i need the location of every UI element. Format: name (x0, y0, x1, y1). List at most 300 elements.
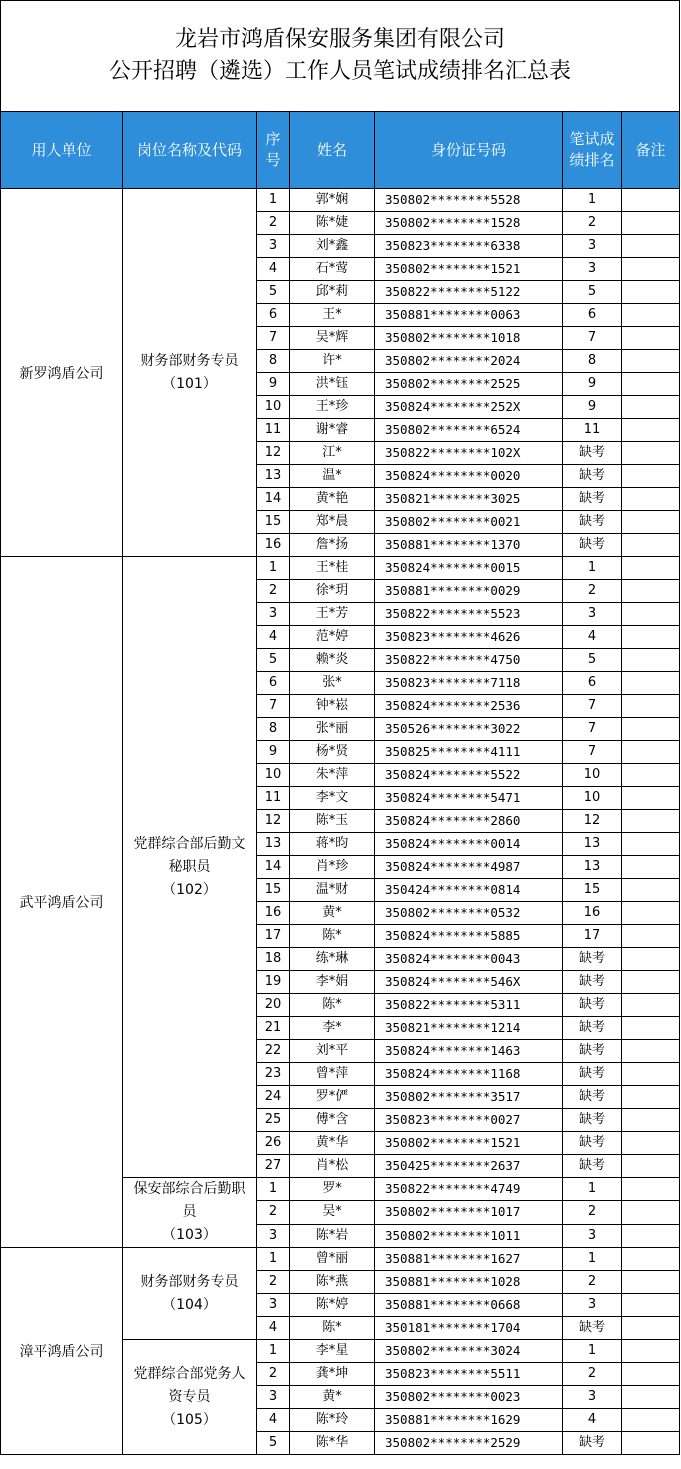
post-title: 党群综合部党务人资专员 (133, 1365, 246, 1405)
seq-cell: 6 (257, 304, 290, 327)
seq-cell: 14 (257, 856, 290, 879)
seq-cell: 18 (257, 948, 290, 971)
seq-cell: 21 (257, 1017, 290, 1040)
rank-cell: 1 (563, 189, 622, 212)
seq-cell: 7 (257, 327, 290, 350)
id-cell: 350181********1704 (375, 1317, 563, 1340)
remark-cell (622, 1409, 680, 1432)
seq-cell: 16 (257, 902, 290, 925)
id-cell: 350824********546X (375, 971, 563, 994)
id-cell: 350802********3517 (375, 1086, 563, 1109)
seq-cell: 2 (257, 580, 290, 603)
id-cell: 350824********2536 (375, 695, 563, 718)
id-cell: 350802********1017 (375, 1201, 563, 1224)
seq-cell: 14 (257, 488, 290, 511)
name-cell: 张*丽 (290, 718, 375, 741)
remark-cell (622, 281, 680, 304)
remark-cell (622, 1155, 680, 1178)
rank-cell: 3 (563, 1294, 622, 1317)
name-cell: 王* (290, 304, 375, 327)
rank-cell: 1 (563, 1178, 622, 1201)
post-code: （101） (162, 375, 217, 392)
rank-cell: 2 (563, 1201, 622, 1224)
post-cell (123, 1178, 257, 1248)
name-cell: 詹*扬 (290, 534, 375, 557)
rank-cell: 10 (563, 764, 622, 787)
remark-cell (622, 1132, 680, 1155)
name-cell: 陈*华 (290, 1432, 375, 1455)
id-cell: 350824********1463 (375, 1040, 563, 1063)
seq-cell: 9 (257, 373, 290, 396)
rank-cell: 8 (563, 350, 622, 373)
seq-cell: 3 (257, 1224, 290, 1247)
rank-cell: 缺考 (563, 534, 622, 557)
name-cell: 陈*玲 (290, 1409, 375, 1432)
name-cell: 罗* (290, 1178, 375, 1201)
seq-cell: 15 (257, 879, 290, 902)
remark-cell (622, 419, 680, 442)
remark-cell (622, 1317, 680, 1340)
rank-cell: 11 (563, 419, 622, 442)
rank-cell: 5 (563, 649, 622, 672)
id-cell: 350824********5522 (375, 764, 563, 787)
name-cell: 徐*玥 (290, 580, 375, 603)
seq-cell: 5 (257, 649, 290, 672)
name-cell: 练*琳 (290, 948, 375, 971)
seq-cell: 1 (257, 1178, 290, 1201)
seq-cell: 13 (257, 833, 290, 856)
id-cell: 350425********2637 (375, 1155, 563, 1178)
id-cell: 350802********2024 (375, 350, 563, 373)
remark-cell (622, 1271, 680, 1294)
seq-cell: 3 (257, 1386, 290, 1409)
name-cell: 陈*燕 (290, 1271, 375, 1294)
id-cell: 350802********2529 (375, 1432, 563, 1455)
name-cell: 李* (290, 1017, 375, 1040)
name-cell: 赖*炎 (290, 649, 375, 672)
rank-cell: 2 (563, 1363, 622, 1386)
remark-cell (622, 879, 680, 902)
table-row (1, 1248, 680, 1271)
name-cell: 黄*艳 (290, 488, 375, 511)
name-cell: 石*莺 (290, 258, 375, 281)
id-cell: 350824********0014 (375, 833, 563, 856)
seq-cell: 17 (257, 925, 290, 948)
rank-cell: 1 (563, 1340, 622, 1363)
rank-cell: 缺考 (563, 1432, 622, 1455)
remark-cell (622, 235, 680, 258)
rank-cell: 7 (563, 695, 622, 718)
name-cell: 朱*萍 (290, 764, 375, 787)
id-cell: 350822********5311 (375, 994, 563, 1017)
seq-cell: 8 (257, 718, 290, 741)
rank-cell: 3 (563, 258, 622, 281)
rank-cell: 7 (563, 718, 622, 741)
seq-cell: 13 (257, 465, 290, 488)
seq-cell: 12 (257, 442, 290, 465)
name-cell: 龚*坤 (290, 1363, 375, 1386)
name-cell: 张* (290, 672, 375, 695)
post-cell (123, 1340, 257, 1455)
rank-cell: 5 (563, 281, 622, 304)
table-row (1, 557, 680, 580)
rank-cell: 2 (563, 1271, 622, 1294)
rank-cell: 13 (563, 856, 622, 879)
remark-cell (622, 327, 680, 350)
id-cell: 350802********5528 (375, 189, 563, 212)
post-title: 财务部财务专员 (140, 1273, 239, 1290)
rank-cell: 13 (563, 833, 622, 856)
rank-cell: 缺考 (563, 1040, 622, 1063)
rank-cell: 缺考 (563, 1086, 622, 1109)
remark-cell (622, 718, 680, 741)
id-cell: 350881********0029 (375, 580, 563, 603)
id-cell: 350823********4626 (375, 626, 563, 649)
name-cell: 杨*贤 (290, 741, 375, 764)
remark-cell (622, 948, 680, 971)
remark-cell (622, 994, 680, 1017)
name-cell: 陈*婷 (290, 1294, 375, 1317)
rank-cell: 缺考 (563, 1063, 622, 1086)
seq-cell: 2 (257, 1271, 290, 1294)
remark-cell (622, 764, 680, 787)
id-cell: 350424********0814 (375, 879, 563, 902)
id-cell: 350822********5122 (375, 281, 563, 304)
seq-cell: 2 (257, 1363, 290, 1386)
name-cell: 李*娟 (290, 971, 375, 994)
remark-cell (622, 557, 680, 580)
seq-cell: 3 (257, 235, 290, 258)
seq-cell: 20 (257, 994, 290, 1017)
seq-cell: 1 (257, 557, 290, 580)
rank-cell: 9 (563, 396, 622, 419)
name-cell: 温* (290, 465, 375, 488)
post-title: 财务部财务专员 (140, 352, 239, 369)
id-cell: 350526********3022 (375, 718, 563, 741)
seq-cell: 25 (257, 1109, 290, 1132)
name-cell: 钟*崧 (290, 695, 375, 718)
name-cell: 刘*鑫 (290, 235, 375, 258)
rank-cell: 3 (563, 1224, 622, 1247)
remark-cell (622, 1017, 680, 1040)
header-name: 姓名 (290, 112, 375, 189)
id-cell: 350802********6524 (375, 419, 563, 442)
name-cell: 蒋*昀 (290, 833, 375, 856)
name-cell: 王*珍 (290, 396, 375, 419)
header-id: 身份证号码 (375, 112, 563, 189)
name-cell: 曾*萍 (290, 1063, 375, 1086)
seq-cell: 1 (257, 1248, 290, 1271)
name-cell: 许* (290, 350, 375, 373)
id-cell: 350881********0668 (375, 1294, 563, 1317)
remark-cell (622, 902, 680, 925)
header-unit: 用人单位 (1, 112, 123, 189)
name-cell: 李*星 (290, 1340, 375, 1363)
rank-cell: 6 (563, 672, 622, 695)
seq-cell: 11 (257, 419, 290, 442)
remark-cell (622, 1248, 680, 1271)
remark-cell (622, 856, 680, 879)
id-cell: 350802********0532 (375, 902, 563, 925)
header-seq: 序号 (257, 112, 290, 189)
seq-cell: 7 (257, 695, 290, 718)
name-cell: 吴* (290, 1201, 375, 1224)
id-cell: 350823********0027 (375, 1109, 563, 1132)
seq-cell: 4 (257, 1317, 290, 1340)
rank-cell: 缺考 (563, 1017, 622, 1040)
remark-cell (622, 925, 680, 948)
id-cell: 350824********5885 (375, 925, 563, 948)
id-cell: 350822********102X (375, 442, 563, 465)
name-cell: 黄*华 (290, 1132, 375, 1155)
name-cell: 傅*含 (290, 1109, 375, 1132)
header-post: 岗位名称及代码 (123, 112, 257, 189)
post-title: 党群综合部后勤文秘职员 (133, 835, 246, 875)
rank-cell: 4 (563, 1409, 622, 1432)
rank-cell: 1 (563, 1248, 622, 1271)
name-cell: 郑*晨 (290, 511, 375, 534)
remark-cell (622, 1086, 680, 1109)
post-cell (123, 557, 257, 1178)
remark-cell (622, 189, 680, 212)
rank-cell: 3 (563, 235, 622, 258)
name-cell: 陈* (290, 994, 375, 1017)
seq-cell: 1 (257, 189, 290, 212)
rank-cell: 6 (563, 304, 622, 327)
seq-cell: 1 (257, 1340, 290, 1363)
seq-cell: 15 (257, 511, 290, 534)
id-cell: 350881********1370 (375, 534, 563, 557)
name-cell: 江* (290, 442, 375, 465)
seq-cell: 23 (257, 1063, 290, 1086)
remark-cell (622, 1386, 680, 1409)
id-cell: 350881********1028 (375, 1271, 563, 1294)
seq-cell: 8 (257, 350, 290, 373)
remark-cell (622, 833, 680, 856)
remark-cell (622, 534, 680, 557)
rank-cell: 1 (563, 557, 622, 580)
rank-cell: 缺考 (563, 442, 622, 465)
remark-cell (622, 1063, 680, 1086)
seq-cell: 4 (257, 1409, 290, 1432)
remark-cell (622, 741, 680, 764)
remark-cell (622, 350, 680, 373)
remark-cell (622, 258, 680, 281)
rank-cell: 缺考 (563, 511, 622, 534)
id-cell: 350802********2525 (375, 373, 563, 396)
id-cell: 350824********4987 (375, 856, 563, 879)
name-cell: 范*婷 (290, 626, 375, 649)
remark-cell (622, 1201, 680, 1224)
id-cell: 350802********1018 (375, 327, 563, 350)
unit-cell: 漳平鸿盾公司 (1, 1248, 123, 1455)
rank-cell: 3 (563, 603, 622, 626)
id-cell: 350802********1521 (375, 258, 563, 281)
id-cell: 350802********0023 (375, 1386, 563, 1409)
id-cell: 350881********1629 (375, 1409, 563, 1432)
table-row (1, 189, 680, 212)
name-cell: 洪*钰 (290, 373, 375, 396)
name-cell: 谢*睿 (290, 419, 375, 442)
seq-cell: 10 (257, 764, 290, 787)
remark-cell (622, 649, 680, 672)
seq-cell: 4 (257, 626, 290, 649)
seq-cell: 5 (257, 1432, 290, 1455)
remark-cell (622, 373, 680, 396)
id-cell: 350802********0021 (375, 511, 563, 534)
id-cell: 350802********1521 (375, 1132, 563, 1155)
id-cell: 350822********4750 (375, 649, 563, 672)
id-cell: 350802********1528 (375, 212, 563, 235)
name-cell: 温*财 (290, 879, 375, 902)
remark-cell (622, 212, 680, 235)
seq-cell: 26 (257, 1132, 290, 1155)
id-cell: 350824********0015 (375, 557, 563, 580)
remark-cell (622, 488, 680, 511)
title-line-2: 公开招聘（遴选）工作人员笔试成绩排名汇总表 (109, 59, 572, 84)
id-cell: 350823********7118 (375, 672, 563, 695)
name-cell: 邱*莉 (290, 281, 375, 304)
id-cell: 350821********3025 (375, 488, 563, 511)
name-cell: 黄* (290, 1386, 375, 1409)
remark-cell (622, 580, 680, 603)
remark-cell (622, 1040, 680, 1063)
remark-cell (622, 603, 680, 626)
name-cell: 刘*平 (290, 1040, 375, 1063)
post-code: （104） (162, 1296, 217, 1313)
seq-cell: 3 (257, 603, 290, 626)
rank-cell: 2 (563, 212, 622, 235)
name-cell: 肖*松 (290, 1155, 375, 1178)
rank-cell: 16 (563, 902, 622, 925)
name-cell: 肖*珍 (290, 856, 375, 879)
id-cell: 350824********1168 (375, 1063, 563, 1086)
remark-cell (622, 304, 680, 327)
seq-cell: 11 (257, 787, 290, 810)
seq-cell: 19 (257, 971, 290, 994)
remark-cell (622, 396, 680, 419)
seq-cell: 16 (257, 534, 290, 557)
name-cell: 陈*婕 (290, 212, 375, 235)
rank-cell: 缺考 (563, 1132, 622, 1155)
id-cell: 350824********2860 (375, 810, 563, 833)
id-cell: 350822********4749 (375, 1178, 563, 1201)
seq-cell: 10 (257, 396, 290, 419)
remark-cell (622, 1109, 680, 1132)
rank-cell: 缺考 (563, 465, 622, 488)
id-cell: 350824********0020 (375, 465, 563, 488)
post-code: （103） (162, 1227, 217, 1243)
seq-cell: 5 (257, 281, 290, 304)
page-title (1, 1, 680, 112)
seq-cell: 24 (257, 1086, 290, 1109)
id-cell: 350802********1011 (375, 1224, 563, 1247)
rank-cell: 10 (563, 787, 622, 810)
name-cell: 曾*丽 (290, 1248, 375, 1271)
rank-cell: 12 (563, 810, 622, 833)
name-cell: 王*桂 (290, 557, 375, 580)
unit-cell: 武平鸿盾公司 (1, 557, 123, 1248)
seq-cell: 12 (257, 810, 290, 833)
header-remark: 备注 (622, 112, 680, 189)
remark-cell (622, 672, 680, 695)
remark-cell (622, 442, 680, 465)
header-row (1, 112, 680, 189)
id-cell: 350822********5523 (375, 603, 563, 626)
id-cell: 350824********0043 (375, 948, 563, 971)
id-cell: 350821********1214 (375, 1017, 563, 1040)
remark-cell (622, 971, 680, 994)
rank-cell: 缺考 (563, 948, 622, 971)
id-cell: 350823********5511 (375, 1363, 563, 1386)
rank-cell: 缺考 (563, 971, 622, 994)
rank-cell: 缺考 (563, 1109, 622, 1132)
seq-cell: 2 (257, 1201, 290, 1224)
id-cell: 350824********252X (375, 396, 563, 419)
id-cell: 350825********4111 (375, 741, 563, 764)
rank-cell: 7 (563, 327, 622, 350)
remark-cell (622, 810, 680, 833)
rank-cell: 3 (563, 1386, 622, 1409)
rank-cell: 缺考 (563, 1317, 622, 1340)
remark-cell (622, 787, 680, 810)
id-cell: 350881********0063 (375, 304, 563, 327)
rank-cell: 缺考 (563, 994, 622, 1017)
remark-cell (622, 1363, 680, 1386)
post-title: 保安部综合后勤职员 (133, 1181, 246, 1220)
remark-cell (622, 1224, 680, 1247)
name-cell: 王*芳 (290, 603, 375, 626)
rank-cell: 15 (563, 879, 622, 902)
rank-cell: 缺考 (563, 1155, 622, 1178)
id-cell: 350823********6338 (375, 235, 563, 258)
seq-cell: 9 (257, 741, 290, 764)
rank-cell: 7 (563, 741, 622, 764)
name-cell: 陈*岩 (290, 1224, 375, 1247)
remark-cell (622, 695, 680, 718)
rank-cell: 4 (563, 626, 622, 649)
remark-cell (622, 1432, 680, 1455)
id-cell: 350802********3024 (375, 1340, 563, 1363)
remark-cell (622, 511, 680, 534)
name-cell: 罗*俨 (290, 1086, 375, 1109)
name-cell: 黄* (290, 902, 375, 925)
name-cell: 陈* (290, 1317, 375, 1340)
rank-cell: 17 (563, 925, 622, 948)
seq-cell: 3 (257, 1294, 290, 1317)
name-cell: 李*文 (290, 787, 375, 810)
unit-cell: 新罗鸿盾公司 (1, 189, 123, 557)
rank-cell: 缺考 (563, 488, 622, 511)
remark-cell (622, 465, 680, 488)
post-cell (123, 189, 257, 557)
rank-cell: 9 (563, 373, 622, 396)
seq-cell: 27 (257, 1155, 290, 1178)
rank-cell: 2 (563, 580, 622, 603)
remark-cell (622, 1178, 680, 1201)
seq-cell: 6 (257, 672, 290, 695)
title-line-1: 龙岩市鸿盾保安服务集团有限公司 (175, 27, 506, 52)
remark-cell (622, 626, 680, 649)
post-code: （102） (162, 881, 217, 898)
id-cell: 350824********5471 (375, 787, 563, 810)
seq-cell: 2 (257, 212, 290, 235)
post-code: （105） (162, 1411, 217, 1428)
seq-cell: 4 (257, 258, 290, 281)
remark-cell (622, 1340, 680, 1363)
post-cell (123, 1248, 257, 1340)
name-cell: 郭*娴 (290, 189, 375, 212)
